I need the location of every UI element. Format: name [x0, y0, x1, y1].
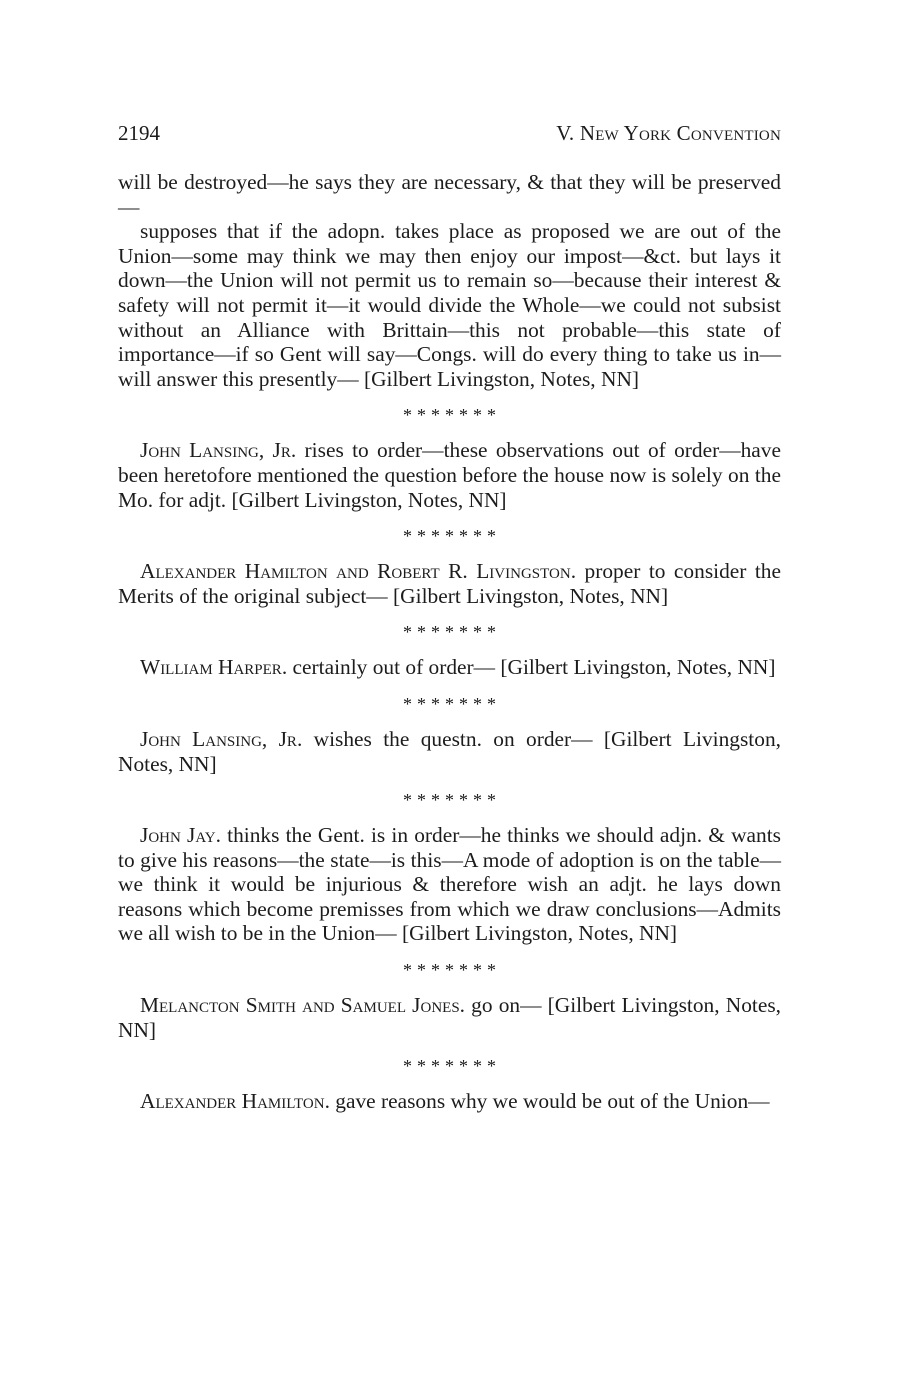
speech-lansing-2: [118, 727, 781, 776]
section-separator: *******: [403, 693, 501, 714]
document-page: [118, 118, 781, 1114]
speech-text: go on— [Gilbert Livingston, Notes, NN]: [118, 993, 782, 1042]
speech-lansing-1: [118, 438, 781, 512]
speaker-name: John Lansing, Jr.: [140, 438, 297, 463]
speech-hamilton: [118, 1089, 781, 1114]
speaker-name: John Jay.: [140, 823, 221, 848]
section-separator: *******: [403, 1056, 501, 1077]
speech-text: wishes the questn. on order— [Gilbert Livingston, Notes, NN]: [118, 726, 781, 776]
speaker-name: Alexander Hamilton and Robert R. Livingston.: [140, 559, 577, 584]
speech-text: rises to order—these observations out of order—have been heretofore mentioned the question before the house now is solely on the Mo. for adjt. [Gilbert Livingston, Notes, NN]: [118, 438, 781, 512]
section-separator: *******: [403, 405, 501, 426]
speech-harper: [118, 655, 781, 680]
speech-jay: [118, 823, 781, 946]
paragraph-text: will be destroyed—he says they are necessary, & that they will be preserved—: [118, 170, 781, 219]
section-separator: *******: [403, 526, 501, 547]
paragraph-notes: [118, 219, 781, 391]
running-title: V. New York Convention: [556, 121, 781, 145]
speech-text: proper to consider the Merits of the original subject— [Gilbert Livingston, Notes, NN]: [118, 559, 781, 608]
speech-hamilton-livingston: [118, 559, 781, 608]
speaker-name: John Lansing, Jr.: [140, 726, 303, 751]
speaker-name: Melancton Smith and Samuel Jones.: [140, 993, 466, 1018]
page-number: 2194: [118, 121, 160, 145]
section-separator: *******: [403, 622, 501, 643]
speech-text: gave reasons why we would be out of the Union—: [329, 1089, 770, 1114]
speaker-name: William Harper.: [140, 655, 288, 680]
speech-text: thinks the Gent. is in order—he thinks we should adjn. & wants to give his reasons—the state—is this—A mode of adoption is on the table—we think it would be injurious & therefore wish an adjt. he lays down reasons which become premisses from which we draw conclusions—Admits we all wish to be in the Union— [Gilbert Livingston, Notes, NN]: [118, 823, 781, 946]
section-separator: *******: [403, 790, 501, 811]
speech-smith-jones: [118, 993, 781, 1042]
section-separator: *******: [403, 960, 501, 981]
speaker-name: Alexander Hamilton.: [140, 1089, 330, 1114]
paragraph-continuation: [118, 170, 781, 219]
running-head: [118, 118, 781, 148]
paragraph-text: supposes that if the adopn. takes place as proposed we are out of the Union—some may think we may then enjoy our impost—&ct. but lays it down—the Union will not permit us to remain so—because their interest & safety will not permit it—it would divide the Whole—we could not subsist without an Alliance with Brittain—this not probable—this state of importance—if so Gent will say—Congs. will do every thing to take us in—will answer this presently— [Gilbert Livingston, Notes, NN]: [118, 219, 781, 391]
speech-text: certainly out of order— [Gilbert Livingston, Notes, NN]: [287, 655, 776, 680]
